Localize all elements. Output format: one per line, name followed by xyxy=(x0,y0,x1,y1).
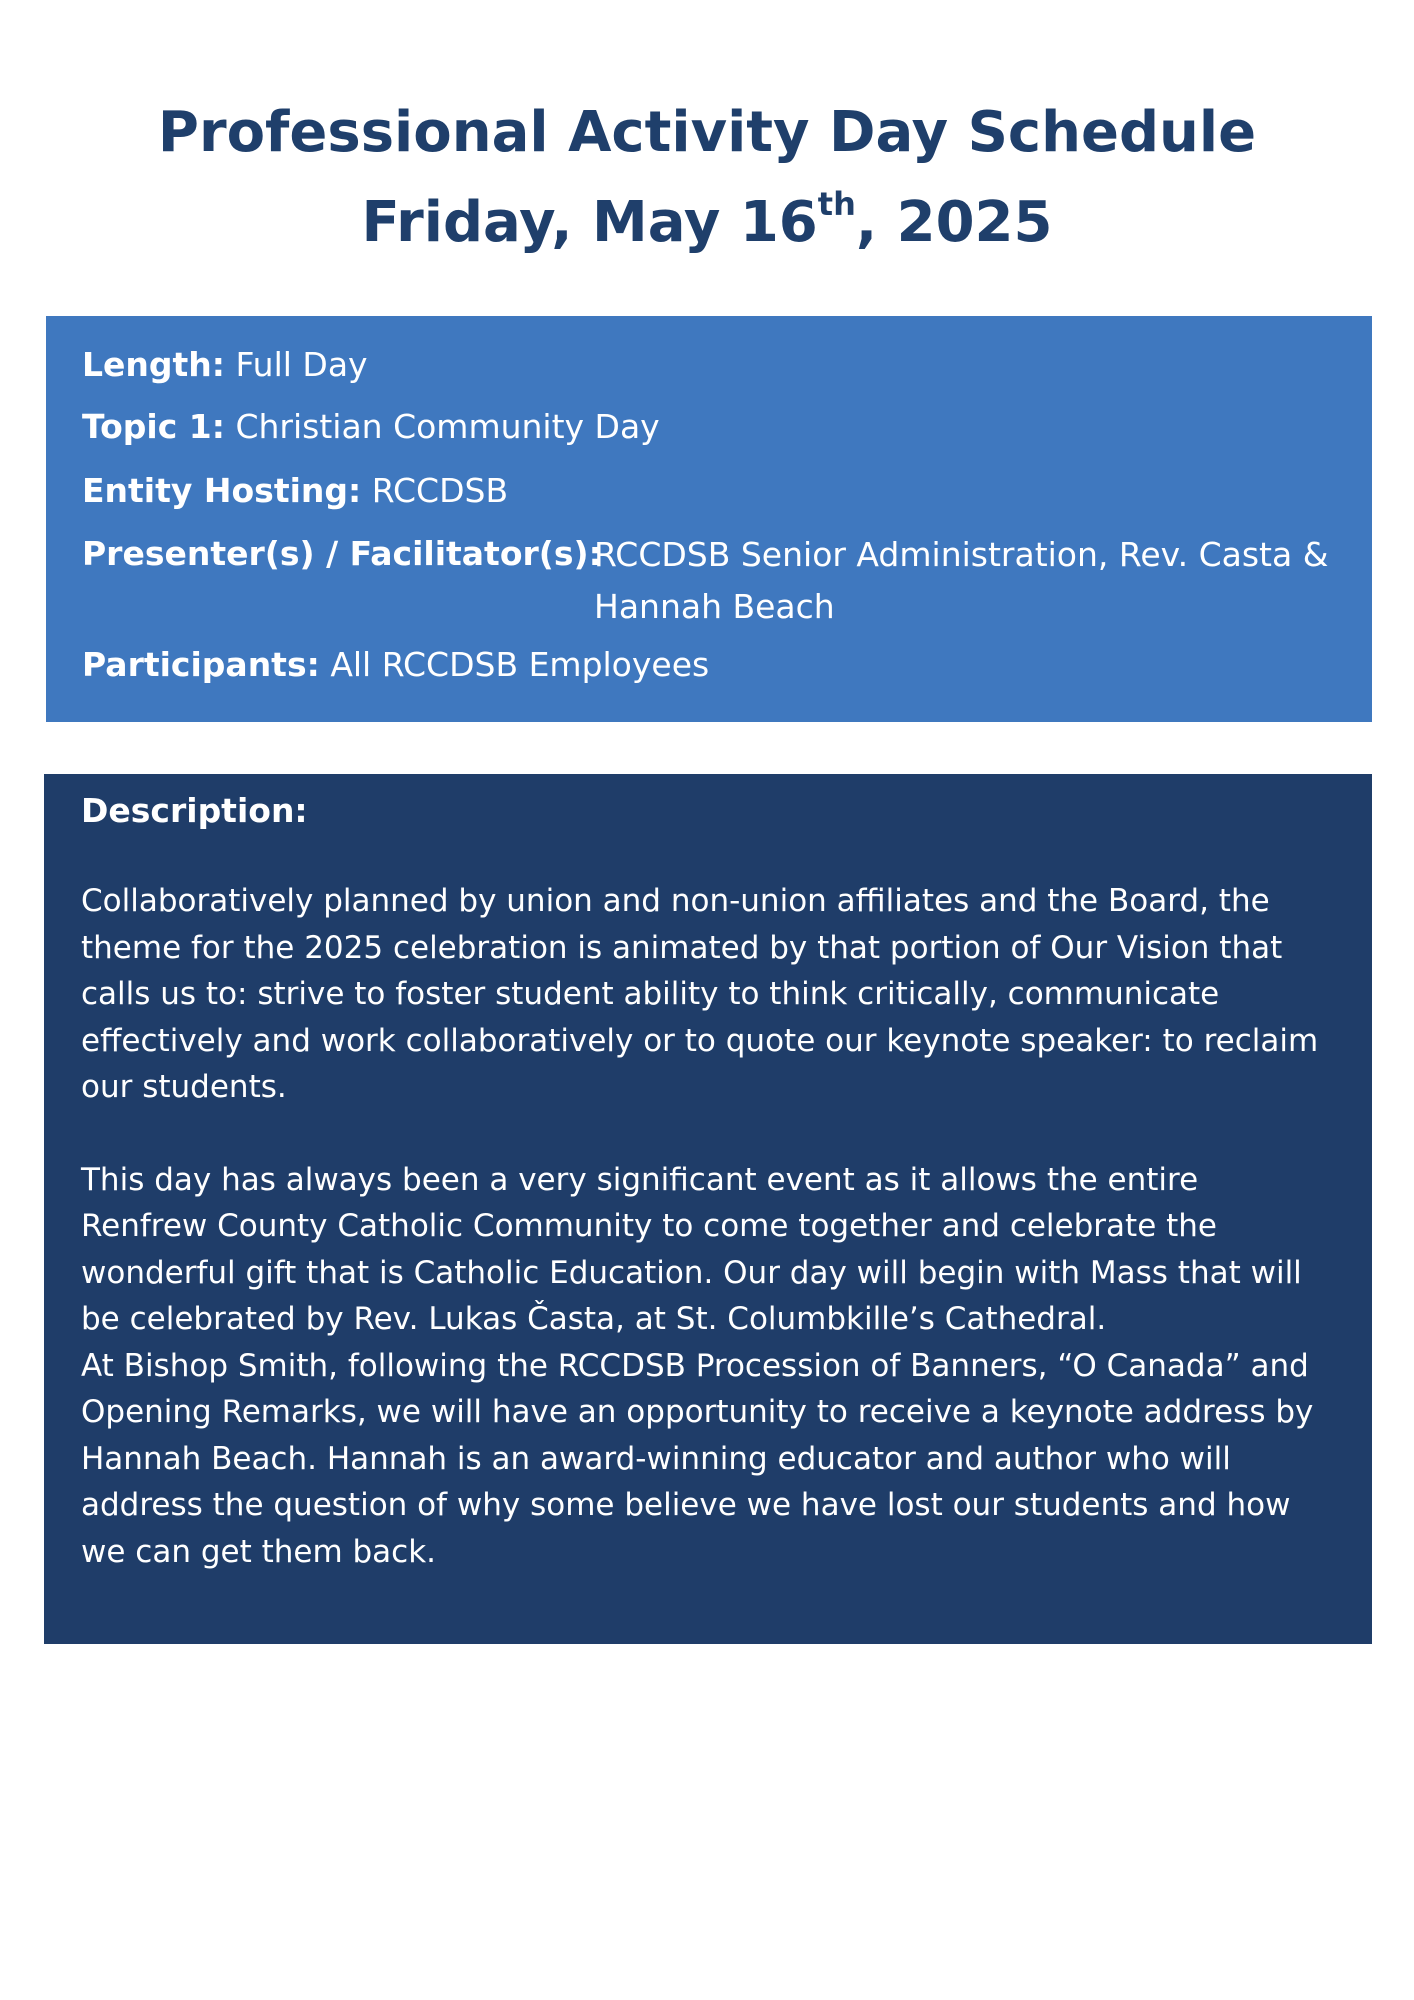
participants-label: Participants: xyxy=(82,645,320,684)
length-value: Full Day xyxy=(235,345,368,384)
description-paragraph-3: At Bishop Smith, following the RCCDSB Procession of Banners, “O Canada” and Opening Remarks, we will have an opportunity to receive a keynote address by Hannah Beach. Hannah is an award-winning educator and author who will address the question of why some believe we have lost our students and how we can get them back. xyxy=(81,1347,1314,1570)
length-row xyxy=(82,340,368,390)
entity-hosting-row xyxy=(82,466,508,516)
description-paragraph-2: This day has always been a very significant event as it allows the entire Renfrew County Catholic Community to come together and celebrate the wonderful gift that is Catholic Education. Our day will begin with Mass that will be celebrated by Rev. Lukas Časta, at St. Columbkille’s Cathedral. xyxy=(81,1161,1302,1337)
title-line-1: Professional Activity Day Schedule xyxy=(157,100,1257,165)
event-info-panel xyxy=(46,316,1372,722)
length-label: Length: xyxy=(82,345,225,384)
presenter-row xyxy=(82,529,602,579)
participants-row xyxy=(82,640,709,690)
title-line-2 xyxy=(361,185,1053,255)
topic-label: Topic 1: xyxy=(82,407,225,446)
description-panel xyxy=(44,774,1372,1644)
presenter-value: RCCDSB Senior Administration, Rev. Casta & Hannah Beach xyxy=(594,535,1329,626)
title-date: Friday, May 16 xyxy=(361,190,818,255)
description-label: Description: xyxy=(81,791,308,830)
entity-hosting-label: Entity Hosting: xyxy=(82,471,362,510)
page-title xyxy=(0,88,1414,268)
title-year: , 2025 xyxy=(855,190,1053,255)
participants-value: All RCCDSB Employees xyxy=(330,645,710,684)
topic-row xyxy=(82,402,660,452)
entity-hosting-value: RCCDSB xyxy=(371,471,509,510)
topic-value: Christian Community Day xyxy=(235,407,660,446)
description-paragraph-1: Collaboratively planned by union and non-union affiliates and the Board, the theme for the 2025 celebration is animated by that portion of Our Vision that calls us to: strive to foster student ability to think critically, communicate effectively and work collaboratively or to quote our keynote speaker: to reclaim our students. xyxy=(81,883,1319,1105)
title-date-suffix: th xyxy=(817,185,856,224)
presenter-label: Presenter(s) / Facilitator(s): xyxy=(82,534,602,573)
